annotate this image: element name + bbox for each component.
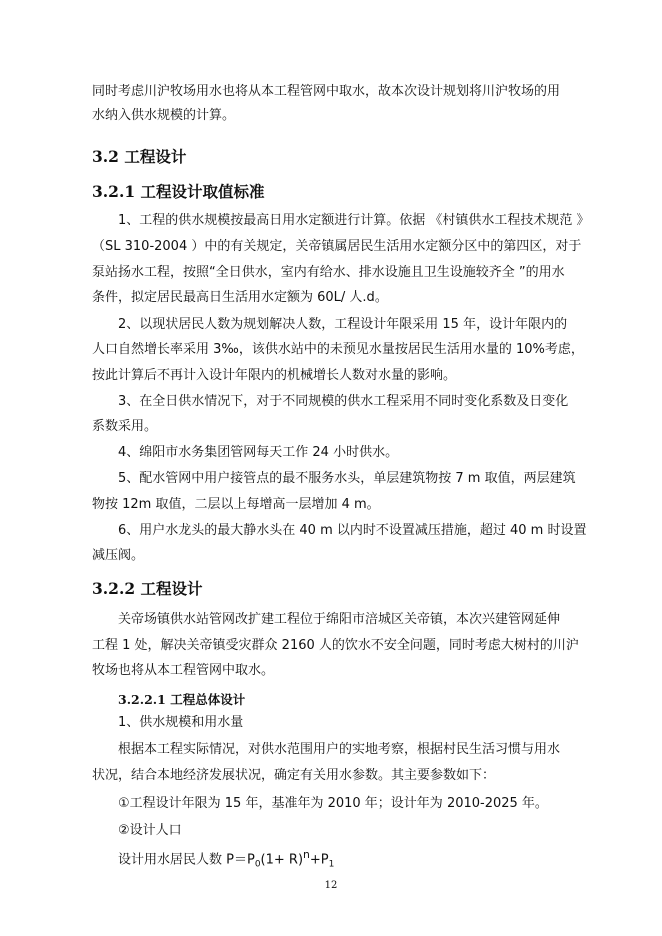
body-line: 1、供水规模和用水量 — [118, 715, 244, 730]
body-line: 系数采用。 — [92, 419, 158, 434]
body-line: 3、在全日供水情况下，对于不同规模的供水工程采用不同时变化系数及日变化 — [118, 394, 569, 409]
body-line: 牧场也将从本工程管网中取水。 — [92, 663, 275, 678]
body-line: 关帝场镇供水站管网改扩建工程位于绵阳市涪城区关帝镇，本次兴建管网延伸 — [118, 612, 561, 627]
formula-plus: +P — [309, 852, 329, 868]
section-heading-3-2-1: 3.2.1 工程设计取值标准 — [92, 182, 265, 201]
body-line: 水纳入供水规模的计算。 — [92, 108, 236, 123]
body-line: 同时考虑川沪牧场用水也将从本工程管网中取水，故本次设计规划将川沪牧场的用 — [92, 84, 561, 99]
body-line: 状况，结合本地经济发展状况，确定有关用水参数。其主要参数如下： — [92, 768, 496, 783]
formula-prefix: 设计用水居民人数 P＝P — [118, 852, 255, 868]
body-line: ①工程设计年限为 15 年，基准年为 2010 年；设计年为 2010-2025 年。 — [118, 796, 548, 811]
body-line: 4、绵阳市水务集团管网每天工作 24 小时供水。 — [118, 445, 399, 460]
section-heading-3-2: 3.2 工程设计 — [92, 147, 187, 166]
page-number: 12 — [324, 880, 338, 891]
population-formula — [118, 848, 334, 869]
body-line: 2、以现状居民人数为规划解决人数，工程设计年限采用 15 年，设计年限内的 — [118, 317, 568, 332]
body-line: 根据本工程实际情况，对供水范围用户的实地考察，根据村民生活习惯与用水 — [118, 742, 561, 757]
body-line: ②设计人口 — [118, 823, 182, 838]
body-line: 1、工程的供水规模按最高日用水定额进行计算。依据 《村镇供水工程技术规范 》 — [118, 213, 590, 228]
body-line: 5、配水管网中用户接管点的最不服务水头，单层建筑物按 7 m 取值，两层建筑 — [118, 471, 576, 486]
body-line: 按此计算后不再计入设计年限内的机械增长人数对水量的影响。 — [92, 368, 457, 383]
body-line: 人口自然增长率采用 3‰，该供水站中的未预见水量按居民生活用水量的 10%考虑， — [92, 342, 584, 357]
section-heading-3-2-2-1: 3.2.2.1 工程总体设计 — [118, 692, 246, 707]
body-line: 泵站扬水工程，按照“全日供水，室内有给水、排水设施且卫生设施较齐全 ”的用水 — [92, 265, 565, 280]
body-line: 条件，拟定居民最高日生活用水定额为 60L/ 人.d。 — [92, 290, 388, 305]
formula-exponent: n — [303, 848, 310, 861]
formula-mid: (1+ R) — [260, 852, 304, 868]
formula-sub-0: 0 — [254, 859, 261, 870]
body-line: 减压阀。 — [92, 548, 145, 563]
section-heading-3-2-2: 3.2.2 工程设计 — [92, 579, 203, 598]
body-line: 工程 1 处，解决关帝镇受灾群众 2160 人的饮水不安全问题，同时考虑大树村的川沪 — [92, 638, 579, 653]
body-line: 6、用户水龙头的最大静水头在 40 m 以内时不设置减压措施，超过 40 m 时设置 — [118, 523, 587, 538]
body-line: （SL 310-2004 ）中的有关规定，关帝镇属居民生活用水定额分区中的第四区，对于 — [92, 239, 582, 254]
formula-sub-1: 1 — [328, 859, 335, 870]
body-line: 物按 12m 取值，二层以上每增高一层增加 4 m。 — [92, 497, 380, 512]
